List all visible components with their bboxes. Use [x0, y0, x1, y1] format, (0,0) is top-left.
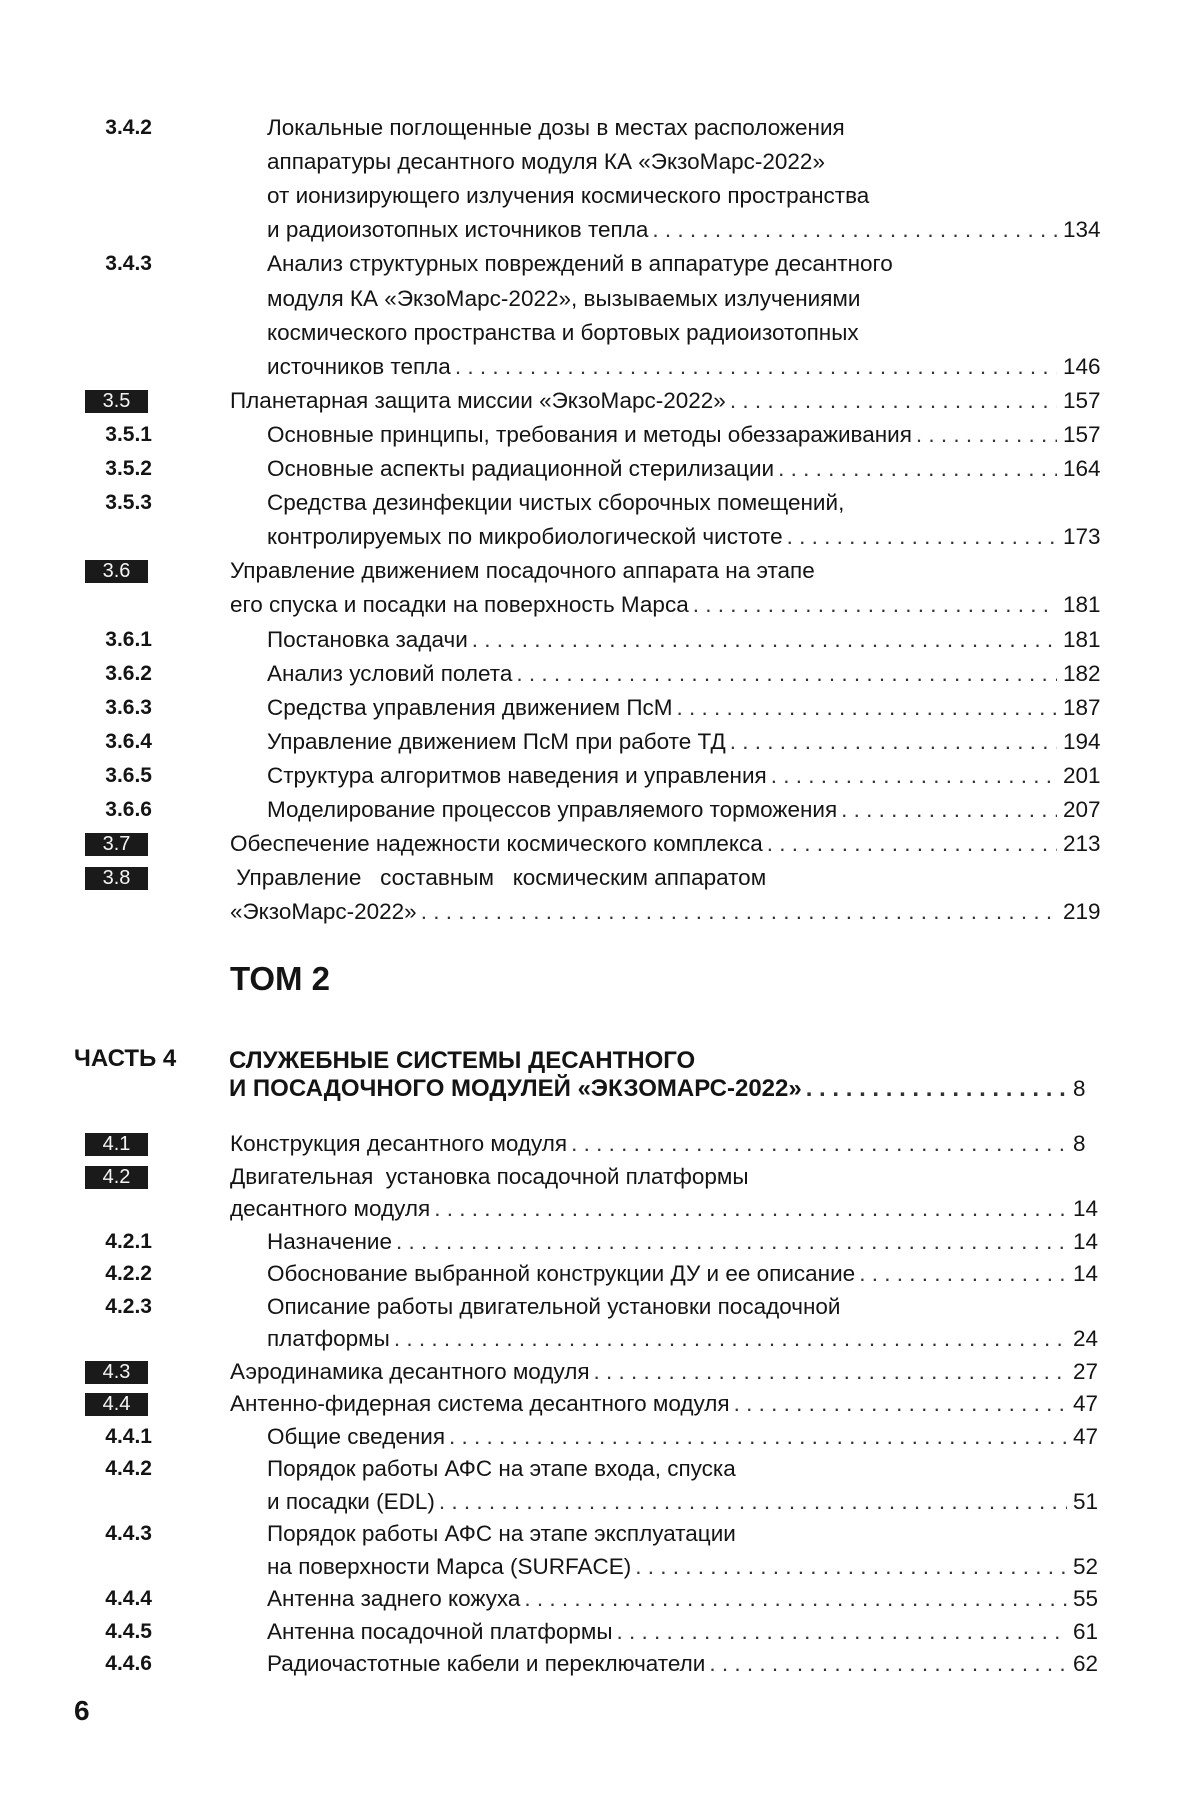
entry-title-wrap: [267, 1420, 1073, 1454]
entry-title: контролируемых по микробиологической чистоте: [267, 524, 783, 550]
entry-title-wrap: [267, 1550, 1073, 1584]
section-number: 3.6.2: [105, 661, 152, 685]
entry-page-number: 24: [1073, 1326, 1099, 1351]
entry-title-wrap: [267, 657, 1063, 691]
toc-line: [0, 895, 1200, 929]
toc-line: [0, 793, 1200, 827]
entry-title-wrap: [267, 759, 1063, 793]
entry-title-wrap: [267, 1517, 1073, 1551]
entry-page-number: 47: [1073, 1391, 1099, 1416]
section-number: 4.2.2: [105, 1262, 152, 1285]
toc-line: [0, 1355, 1200, 1389]
section-number: 4.4.4: [105, 1587, 152, 1610]
toc-line: [0, 725, 1200, 759]
entry-title: Обеспечение надежности космического комплекса: [230, 831, 763, 857]
entry-title: Антенна посадочной платформы: [267, 1618, 613, 1644]
toc-line: [0, 1127, 1200, 1161]
toc-line: [0, 1192, 1200, 1226]
toc-line: [0, 350, 1200, 384]
leader-dots: [434, 1192, 1067, 1226]
entry-title: Аэродинамика десантного модуля: [230, 1358, 590, 1384]
section-number: 3.6.3: [105, 695, 152, 719]
section-number: 3.6.4: [105, 729, 152, 753]
entry-title: Управление движением посадочного аппарата на этапе: [230, 558, 815, 584]
leader-dots: [472, 623, 1057, 657]
section-number: 4.4.5: [105, 1619, 152, 1643]
section-number: 3.5.3: [105, 491, 152, 515]
part-title-line-2: И ПОСАДОЧНОГО МОДУЛЕЙ «ЭКЗОМАРС-2022»: [229, 1075, 802, 1102]
part-title-line-1: СЛУЖЕБНЫЕ СИСТЕМЫ ДЕСАНТНОГО: [229, 1047, 696, 1074]
toc-line: [0, 1550, 1200, 1584]
entry-title-wrap: [267, 725, 1063, 759]
entry-title: Структура алгоритмов наведения и управления: [267, 762, 767, 788]
toc-line: [0, 588, 1200, 622]
entry-page-number: 219: [1063, 899, 1101, 925]
entry-title: Основные аспекты радиационной стерилизации: [267, 456, 775, 481]
entry-page-number: 14: [1073, 1228, 1099, 1254]
section-number: 3.6.1: [105, 627, 152, 651]
toc-line: [0, 384, 1200, 418]
entry-title: Назначение: [267, 1228, 393, 1254]
toc-line: [0, 1225, 1200, 1259]
entry-page-number: 181: [1063, 592, 1101, 618]
leader-dots: [455, 350, 1057, 384]
entry-title: и радиоизотопных источников тепла: [267, 217, 649, 243]
entry-title-wrap: [267, 1290, 1073, 1324]
toc-line: [0, 213, 1200, 247]
entry-page-number: 187: [1063, 694, 1101, 720]
toc-line: [0, 520, 1200, 554]
toc-line: [0, 282, 1200, 316]
entry-title-wrap: [267, 213, 1063, 247]
section-number-badge: 3.8: [85, 867, 148, 890]
entry-title: платформы: [267, 1326, 390, 1351]
section-number-badge: 4.4: [85, 1393, 148, 1416]
section-number: 3.4.3: [105, 252, 152, 276]
entry-title-wrap: [267, 179, 1063, 213]
toc-line: [0, 452, 1200, 486]
leader-dots: [730, 725, 1057, 759]
part-title-row-2: [0, 1072, 1200, 1106]
entry-title-wrap: [267, 520, 1063, 554]
entry-title: Описание работы двигательной установки посадочной: [267, 1293, 841, 1319]
entry-title: «ЭкзоМарс-2022»: [230, 899, 417, 925]
entry-title: от ионизирующего излучения космического пространства: [267, 183, 870, 209]
toc-line: [0, 1257, 1200, 1291]
leader-dots: [841, 793, 1057, 827]
toc-line: [0, 486, 1200, 520]
section-number: 3.6.5: [105, 763, 152, 787]
entry-page-number: 157: [1063, 421, 1101, 447]
entry-page-number: 47: [1073, 1423, 1099, 1449]
entry-page-number: 146: [1063, 353, 1101, 379]
toc-line: [0, 1452, 1200, 1486]
toc-line: [0, 657, 1200, 691]
section-number: 4.2.1: [105, 1229, 152, 1253]
entry-title-wrap: [267, 282, 1063, 316]
leader-dots: [693, 588, 1057, 622]
entry-title-wrap: [267, 486, 1063, 520]
entry-page-number: 8: [1073, 1131, 1086, 1156]
entry-title: Антенно-фидерная система десантного модуля: [230, 1391, 730, 1416]
entry-page-number: 157: [1063, 387, 1101, 413]
entry-page-number: 52: [1073, 1553, 1099, 1579]
entry-title-wrap: [267, 1582, 1073, 1616]
toc-line: [0, 827, 1200, 861]
leader-dots: [787, 520, 1057, 554]
section-number: 4.4.3: [105, 1522, 152, 1545]
entry-title-wrap: [267, 691, 1063, 725]
entry-title-wrap: [267, 1257, 1073, 1291]
entry-title-wrap: [267, 1225, 1073, 1259]
toc-line: [0, 623, 1200, 657]
section-number-badge: 3.5: [85, 390, 148, 413]
entry-title-wrap: [267, 1647, 1073, 1681]
toc-line: [0, 1290, 1200, 1324]
entry-page-number: 164: [1063, 456, 1101, 481]
entry-title: Радиочастотные кабели и переключатели: [267, 1651, 706, 1676]
section-number-badge: 3.7: [85, 833, 148, 856]
section-number: 4.4.2: [105, 1457, 152, 1480]
leader-dots: [594, 1355, 1067, 1389]
entry-title: Анализ условий полета: [267, 660, 513, 686]
section-number-badge: 4.2: [85, 1166, 148, 1189]
entry-title-wrap: [267, 1452, 1073, 1486]
entry-title-wrap: [230, 1355, 1073, 1389]
entry-page-number: 194: [1063, 728, 1101, 754]
toc-line: [0, 1647, 1200, 1681]
section-number: 3.6.6: [105, 798, 152, 821]
entry-title-wrap: [267, 247, 1063, 281]
entry-title: Средства дезинфекции чистых сборочных помещений,: [267, 490, 845, 516]
section-number: 4.4.6: [105, 1652, 152, 1675]
toc-line: [0, 316, 1200, 350]
entry-title-wrap: [230, 827, 1063, 861]
toc-line: [0, 418, 1200, 452]
leader-dots: [771, 759, 1057, 793]
part-label: ЧАСТЬ 4: [74, 1045, 177, 1072]
leader-dots: [449, 1420, 1067, 1454]
entry-title: источников тепла: [267, 353, 451, 379]
entry-title-wrap: [230, 861, 1063, 895]
toc-line: [0, 759, 1200, 793]
section-number: 3.5.1: [105, 422, 152, 446]
entry-title: Порядок работы АФС на этапе эксплуатации: [267, 1521, 736, 1546]
toc-line: [0, 691, 1200, 725]
entry-page-number: 14: [1073, 1196, 1099, 1221]
entry-title: Управление движением ПсМ при работе ТД: [267, 728, 726, 754]
entry-title: космического пространства и бортовых радиоизотопных: [267, 319, 859, 345]
toc-line: [0, 1160, 1200, 1194]
entry-title: Анализ структурных повреждений в аппаратуре десантного: [267, 251, 893, 277]
entry-title-wrap: [230, 588, 1063, 622]
entry-title: Антенна заднего кожуха: [267, 1586, 521, 1611]
leader-dots: [571, 1127, 1067, 1161]
entry-title-wrap: [267, 316, 1063, 350]
entry-title: Постановка задачи: [267, 626, 468, 652]
entry-title: Управление составным космическим аппаратом: [230, 865, 767, 891]
entry-page-number: 55: [1073, 1586, 1099, 1611]
leader-dots: [396, 1225, 1067, 1259]
entry-title-wrap: [230, 1192, 1073, 1226]
section-number-badge: 4.1: [85, 1133, 148, 1156]
toc-line: [0, 1322, 1200, 1356]
entry-title-wrap: [230, 1160, 1073, 1194]
toc-line: [0, 554, 1200, 588]
entry-title-wrap: [267, 452, 1063, 486]
entry-title-wrap: [230, 1127, 1073, 1161]
entry-title: Конструкция десантного модуля: [230, 1131, 568, 1156]
toc-line: [0, 1420, 1200, 1454]
entry-title-wrap: [267, 1615, 1073, 1649]
toc-line: [0, 1485, 1200, 1519]
leader-dots: [916, 418, 1057, 452]
page-number: 6: [74, 1695, 90, 1726]
section-number-badge: 4.3: [85, 1361, 148, 1384]
entry-page-number: 61: [1073, 1618, 1099, 1644]
leader-dots: [617, 1615, 1067, 1649]
entry-title-wrap: [267, 418, 1063, 452]
entry-title-wrap: [267, 350, 1063, 384]
leader-dots: [439, 1485, 1067, 1519]
entry-page-number: 213: [1063, 831, 1101, 857]
entry-page-number: 201: [1063, 762, 1101, 788]
entry-title: Порядок работы АФС на этапе входа, спуска: [267, 1456, 736, 1481]
entry-title-wrap: [267, 793, 1063, 827]
leader-dots: [652, 213, 1057, 247]
entry-title: Общие сведения: [267, 1423, 446, 1449]
entry-page-number: 51: [1073, 1488, 1099, 1514]
section-number-badge: 3.6: [85, 560, 148, 583]
part-page-number: 8: [1073, 1076, 1086, 1101]
entry-title: Планетарная защита миссии «ЭкзоМарс-2022»: [230, 387, 726, 413]
leader-dots: [709, 1647, 1067, 1681]
entry-title-wrap: [230, 895, 1063, 929]
section-number: 4.2.3: [105, 1294, 152, 1318]
entry-title-wrap: [267, 1322, 1073, 1356]
toc-line: [0, 1387, 1200, 1421]
entry-title-wrap: [267, 145, 1063, 179]
entry-page-number: 207: [1063, 797, 1101, 822]
entry-page-number: 181: [1063, 626, 1101, 652]
entry-title: модуля КА «ЭкзоМарс-2022», вызываемых излучениями: [267, 285, 861, 311]
entry-page-number: 14: [1073, 1261, 1099, 1286]
leader-dots: [677, 691, 1057, 725]
entry-title-wrap: [230, 1387, 1073, 1421]
entry-title: Обоснование выбранной конструкции ДУ и ее описание: [267, 1261, 856, 1286]
toc-line: [0, 1517, 1200, 1551]
entry-page-number: 62: [1073, 1651, 1099, 1676]
entry-title: его спуска и посадки на поверхность Марса: [230, 592, 689, 618]
entry-title: Средства управления движением ПсМ: [267, 694, 673, 720]
entry-title: Локальные поглощенные дозы в местах расположения: [267, 115, 845, 140]
toc-line: [0, 179, 1200, 213]
entry-title-wrap: [267, 1485, 1073, 1519]
section-number: 4.4.1: [105, 1424, 152, 1448]
toc-line: [0, 247, 1200, 281]
leader-dots: [778, 452, 1057, 486]
leader-dots: [734, 1387, 1067, 1421]
leader-dots: [806, 1072, 1067, 1106]
leader-dots: [394, 1322, 1067, 1356]
toc-line: [0, 145, 1200, 179]
leader-dots: [421, 895, 1057, 929]
entry-title: десантного модуля: [230, 1196, 431, 1221]
entry-title: аппаратуры десантного модуля КА «ЭкзоМарс-2022»: [267, 149, 825, 175]
entry-page-number: 173: [1063, 524, 1101, 550]
entry-page-number: 134: [1063, 217, 1101, 243]
toc-line: [0, 861, 1200, 895]
entry-title: на поверхности Марса (SURFACE): [267, 1553, 632, 1579]
entry-title-wrap: [230, 554, 1063, 588]
toc-line: [0, 1615, 1200, 1649]
section-number: 3.4.2: [105, 116, 152, 139]
part-title-line-2-wrap: [229, 1072, 1073, 1106]
entry-title-wrap: [267, 623, 1063, 657]
toc-line: [0, 111, 1200, 145]
leader-dots: [635, 1550, 1067, 1584]
section-number: 3.5.2: [105, 457, 152, 480]
entry-title: и посадки (EDL): [267, 1488, 435, 1514]
leader-dots: [767, 827, 1057, 861]
leader-dots: [859, 1257, 1067, 1291]
leader-dots: [524, 1582, 1067, 1616]
entry-title-wrap: [230, 384, 1063, 418]
entry-title: Основные принципы, требования и методы обеззараживания: [267, 421, 912, 447]
entry-title-wrap: [267, 111, 1063, 145]
toc-line: [0, 1582, 1200, 1616]
leader-dots: [730, 384, 1057, 418]
entry-page-number: 27: [1073, 1358, 1099, 1384]
leader-dots: [516, 657, 1057, 691]
entry-title: Двигательная установка посадочной платформы: [230, 1163, 749, 1189]
entry-title: Моделирование процессов управляемого торможения: [267, 797, 838, 822]
volume-heading: ТОМ 2: [230, 960, 331, 997]
entry-page-number: 182: [1063, 660, 1101, 686]
